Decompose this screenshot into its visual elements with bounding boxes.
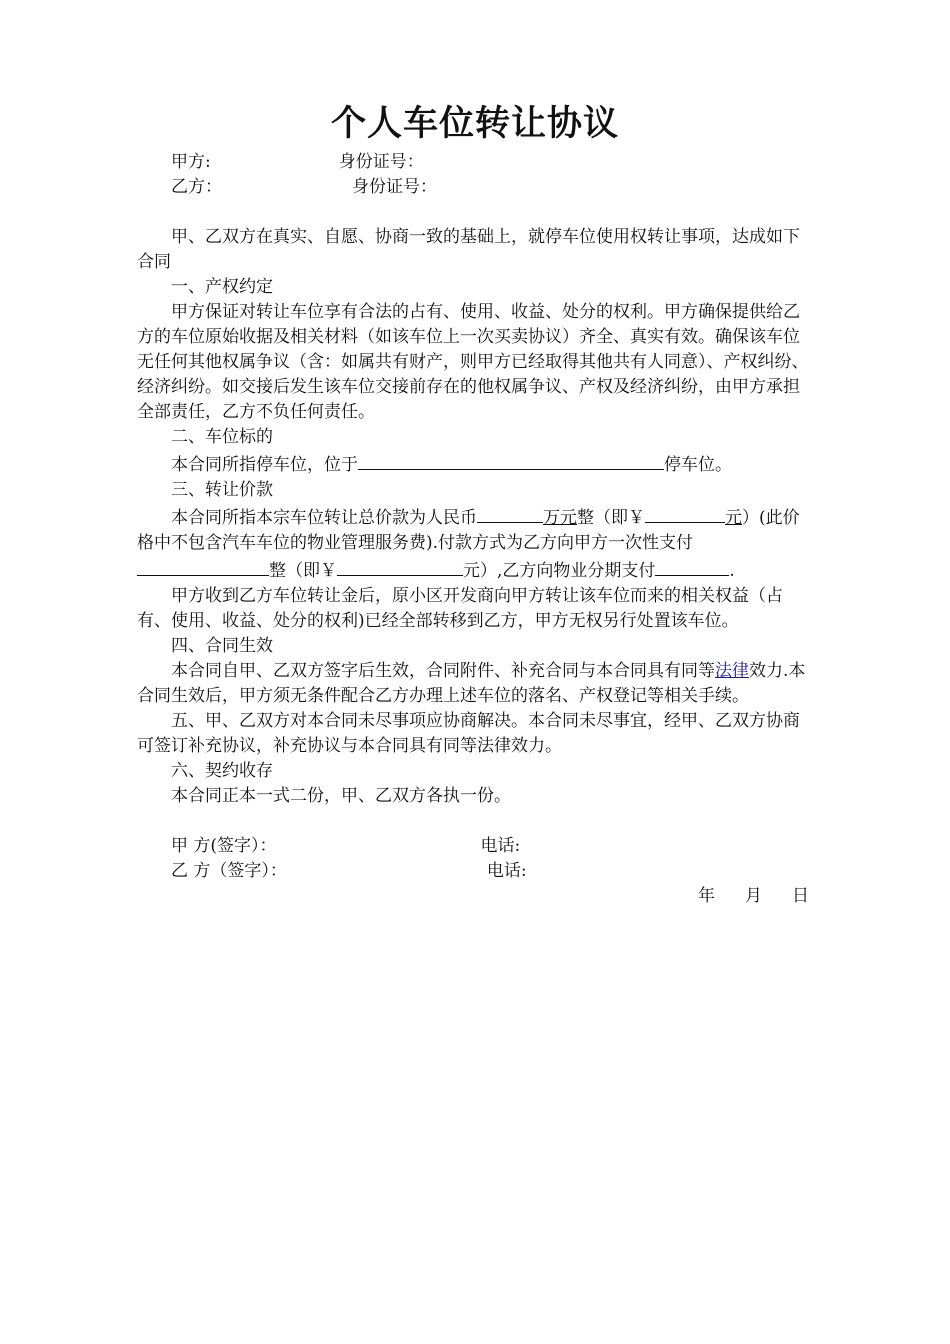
party-b-line bbox=[137, 175, 809, 200]
price-cny-unit: 元 bbox=[725, 508, 742, 528]
payment-cny-prefix: 整（即￥ bbox=[269, 561, 337, 581]
price-unit: 万元 bbox=[543, 508, 577, 528]
section-2-heading: 二、车位标的 bbox=[171, 427, 273, 447]
date-year: 年 bbox=[698, 886, 715, 906]
section-2-suffix: 停车位。 bbox=[664, 455, 732, 475]
section-2-text bbox=[137, 450, 809, 478]
price-prefix: 本合同所指本宗车位转让总价款为人民币 bbox=[171, 508, 477, 528]
document-title: 个人车位转让协议 bbox=[330, 103, 619, 144]
section-4-text-a: 本合同自甲、乙双方签字后生效，合同附件、补充合同与本合同具有同等 bbox=[171, 661, 715, 681]
payment-text: ）(此价格中不包含汽车车位的物业管理服务费).付款方式为乙方向甲方一次性支付 bbox=[137, 508, 800, 553]
location-blank bbox=[358, 450, 664, 470]
section-1-text: 甲方保证对转让车位享有合法的占有、使用、收益、处分的权利。甲方确保提供给乙方的车位原始收据及相关材料（如该车位上一次买卖协议）齐全、真实有效。确保该车位无任何其他权属争议（含：如属共有财产，则甲方已经取得其他共有人同意）、产权纠纷、经济纠纷。如交接后发生该车位交接前存在的他权属争议、产权及经济纠纷，由甲方承担全部责任，乙方不负任何责任。 bbox=[137, 302, 809, 422]
price-cny-prefix: 整（即￥ bbox=[577, 508, 645, 528]
party-a-line bbox=[137, 150, 809, 175]
law-link[interactable]: 法律 bbox=[715, 661, 749, 681]
price-blank bbox=[477, 503, 543, 523]
sign-a-label: 甲 方(签字）： bbox=[171, 836, 277, 856]
section-6-text: 本合同正本一式二份，甲、乙双方各执一份。 bbox=[171, 786, 511, 806]
payment-cny-blank bbox=[337, 556, 463, 576]
party-b-id-label: 身份证号： bbox=[352, 177, 437, 197]
section-3-text-2: 甲方收到乙方车位转让金后，原小区开发商向甲方转让该车位而来的相关权益（占有、使用、收益、处分的权利)已经全部转移到乙方，甲方无权另行处置该车位。 bbox=[137, 586, 783, 631]
section-6-heading: 六、契约收存 bbox=[171, 761, 273, 781]
section-4-heading: 四、合同生效 bbox=[171, 636, 273, 656]
intro-paragraph: 甲、乙双方在真实、自愿、协商一致的基础上，就停车位使用权转让事项，达成如下合同 bbox=[137, 227, 800, 272]
period: . bbox=[729, 561, 735, 581]
installment-text: 元）,乙方向物业分期支付 bbox=[463, 561, 656, 581]
party-b-label: 乙方： bbox=[171, 177, 222, 197]
payment-blank bbox=[137, 556, 269, 576]
date-line bbox=[137, 884, 809, 909]
section-4-text-b: 效力.本合同生效后，甲方须无条件配合乙方办理上述车位的落名、产权登记等相关手续。 bbox=[137, 661, 806, 706]
installment-blank bbox=[655, 556, 729, 576]
document-body bbox=[137, 150, 809, 909]
party-a-id-label: 身份证号： bbox=[338, 152, 424, 172]
section-5-text: 五、甲、乙双方对本合同未尽事项应协商解决。本合同未尽事宜，经甲、乙双方协商可签订补充协议，补充协议与本合同具有同等法律效力。 bbox=[137, 711, 800, 756]
section-2-prefix: 本合同所指停车位，位于 bbox=[171, 455, 358, 475]
date-day: 日 bbox=[792, 886, 809, 906]
price-cny-blank bbox=[645, 503, 725, 523]
section-3-text bbox=[137, 503, 809, 584]
sign-a-line bbox=[137, 834, 809, 859]
phone-a-label: 电话: bbox=[480, 836, 521, 856]
section-3-heading: 三、转让价款 bbox=[171, 480, 273, 500]
sign-b-label: 乙 方（签字）： bbox=[171, 861, 287, 881]
party-a-label: 甲方: bbox=[171, 152, 211, 172]
date-month: 月 bbox=[745, 886, 762, 906]
section-1-heading: 一、产权约定 bbox=[171, 277, 273, 297]
sign-b-line bbox=[137, 859, 809, 884]
section-4-text bbox=[137, 659, 809, 709]
phone-b-label: 电话: bbox=[486, 861, 527, 881]
